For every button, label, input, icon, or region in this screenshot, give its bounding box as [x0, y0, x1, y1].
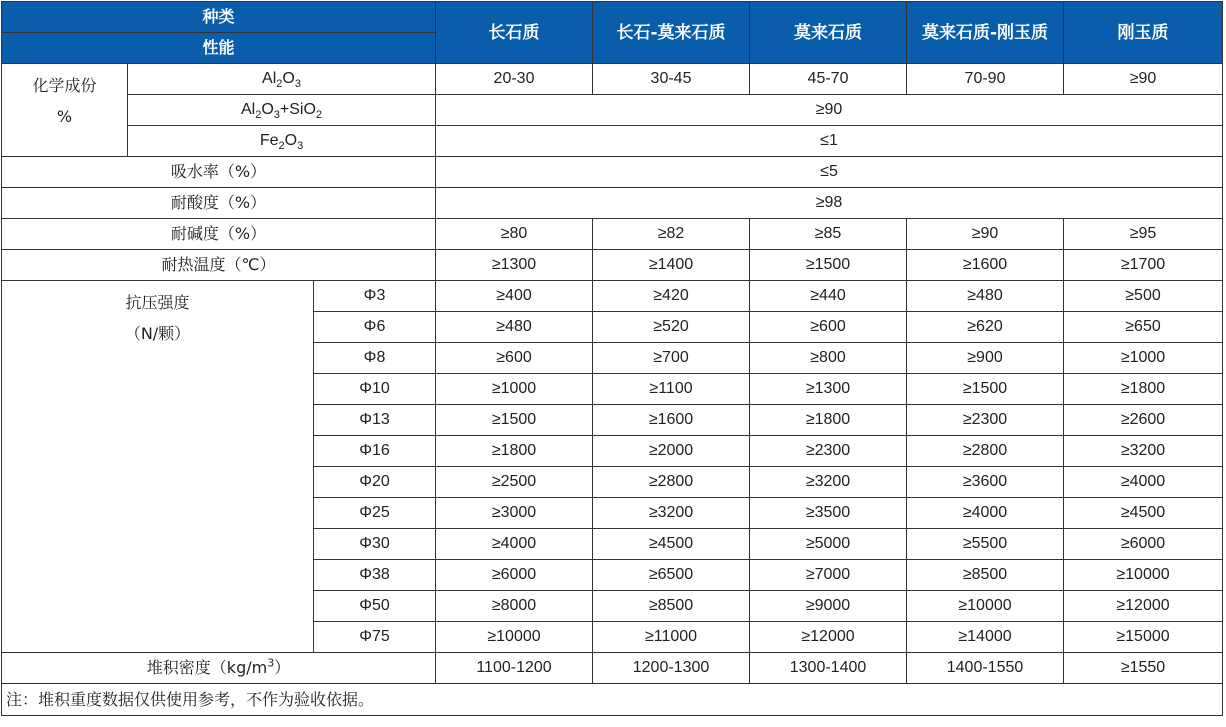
- table-cell: ≥8500: [907, 560, 1064, 591]
- bulk-density-label: 堆积密度$(kg/m^3)$: [2, 653, 436, 684]
- table-cell: ≥1000: [1064, 343, 1223, 374]
- alkali-resistance-label: 耐碱度（%）: [2, 219, 436, 250]
- ball-size-cell: Φ30: [314, 529, 436, 560]
- table-cell: ≥480: [436, 312, 593, 343]
- water-absorption-label: 吸水率（%）: [2, 157, 436, 188]
- table-cell: ≥650: [1064, 312, 1223, 343]
- table-cell: ≥520: [593, 312, 750, 343]
- table-row-water-absorption: [2, 157, 1223, 188]
- table-cell: ≥420: [593, 281, 750, 312]
- table-cell: 1100-1200: [436, 653, 593, 684]
- table-cell: ≥3500: [750, 498, 907, 529]
- fe2o3-label: $Fe_2O_3$: [128, 126, 436, 157]
- column-header-feldspar: 长石质: [436, 2, 593, 64]
- ball-size-cell: Φ6: [314, 312, 436, 343]
- table-cell: ≥1400: [593, 250, 750, 281]
- table-cell: ≥1500: [436, 405, 593, 436]
- table-cell: ≥4500: [593, 529, 750, 560]
- table-cell: ≥600: [436, 343, 593, 374]
- table-row-heat-resistance: [2, 250, 1223, 281]
- table-cell: ≥7000: [750, 560, 907, 591]
- chemical-label-line1: 化学成份: [32, 76, 97, 95]
- table-cell: ≥2800: [593, 467, 750, 498]
- table-cell: ≥1550: [1064, 653, 1223, 684]
- table-cell: ≥8500: [593, 591, 750, 622]
- table-cell: ≥1700: [1064, 250, 1223, 281]
- table-cell: ≥85: [750, 219, 907, 250]
- table-cell: ≥6000: [1064, 529, 1223, 560]
- al2o3-sio2-label: $Al_2O_3+SiO_2$: [128, 95, 436, 126]
- table-cell: ≥80: [436, 219, 593, 250]
- ball-size-cell: Φ38: [314, 560, 436, 591]
- table-cell: ≥4000: [907, 498, 1064, 529]
- ball-size-cell: Φ75: [314, 622, 436, 653]
- table-cell: 1200-1300: [593, 653, 750, 684]
- table-cell: ≥3200: [750, 467, 907, 498]
- table-cell: ≥600: [750, 312, 907, 343]
- table-cell: ≥6500: [593, 560, 750, 591]
- table-cell: ≥5000: [750, 529, 907, 560]
- table-cell: ≥10000: [1064, 560, 1223, 591]
- table-row-al2o3: [2, 64, 1223, 95]
- ball-size-cell: Φ13: [314, 405, 436, 436]
- table-cell-merged: ≥98: [436, 188, 1223, 219]
- ball-size-cell: Φ25: [314, 498, 436, 529]
- table-cell: ≥3600: [907, 467, 1064, 498]
- heat-resistance-label: 耐热温度（℃）: [2, 250, 436, 281]
- table-cell: 30-45: [593, 64, 750, 95]
- table-cell: ≥90: [907, 219, 1064, 250]
- table-cell: ≥5500: [907, 529, 1064, 560]
- table-cell: 70-90: [907, 64, 1064, 95]
- table-cell: ≥1800: [1064, 374, 1223, 405]
- table-cell: ≥4500: [1064, 498, 1223, 529]
- table-cell: 45-70: [750, 64, 907, 95]
- table-cell: ≥700: [593, 343, 750, 374]
- table-row-fe2o3: [2, 126, 1223, 157]
- table-cell: ≥15000: [1064, 622, 1223, 653]
- ceramic-ball-spec-table: [1, 1, 1223, 716]
- table-cell: ≥1600: [593, 405, 750, 436]
- table-cell: ≥1000: [436, 374, 593, 405]
- table-cell: ≥1300: [750, 374, 907, 405]
- table-cell: ≥1600: [907, 250, 1064, 281]
- table-row-al2o3-sio2: [2, 95, 1223, 126]
- table-body: [2, 2, 1223, 716]
- table-row-bulk-density: [2, 653, 1223, 684]
- footnote: 注：堆积重度数据仅供使用参考，不作为验收依据。: [2, 684, 1223, 716]
- ball-size-cell: Φ50: [314, 591, 436, 622]
- al2o3-label: $Al_2O_3$: [128, 64, 436, 95]
- compressive-label-line1: 抗压强度: [125, 293, 190, 312]
- column-header-mullite: 莫来石质: [750, 2, 907, 64]
- table-cell: ≥1300: [436, 250, 593, 281]
- table-cell: ≥1800: [750, 405, 907, 436]
- table-cell: ≥2500: [436, 467, 593, 498]
- table-cell: ≥3000: [436, 498, 593, 529]
- compressive-strength-label: [2, 281, 314, 653]
- table-cell: ≥2800: [907, 436, 1064, 467]
- table-cell: ≥2300: [907, 405, 1064, 436]
- table-cell: 1300-1400: [750, 653, 907, 684]
- chemical-label-line2: %: [56, 107, 73, 126]
- table-row-note: [2, 684, 1223, 716]
- column-header-corundum: 刚玉质: [1064, 2, 1223, 64]
- table-cell: ≥90: [1064, 64, 1223, 95]
- ball-size-cell: Φ10: [314, 374, 436, 405]
- table-cell: ≥400: [436, 281, 593, 312]
- chemical-composition-label: [2, 64, 128, 157]
- table-cell: ≥800: [750, 343, 907, 374]
- header-row-category: [2, 2, 1223, 33]
- table-cell-merged: ≤1: [436, 126, 1223, 157]
- table-cell: ≥440: [750, 281, 907, 312]
- table-cell: ≥1500: [907, 374, 1064, 405]
- table-cell: ≥12000: [1064, 591, 1223, 622]
- table-row-compressive: [2, 281, 1223, 312]
- ball-size-cell: Φ8: [314, 343, 436, 374]
- table-cell: ≥4000: [436, 529, 593, 560]
- column-header-mullite-corundum: 莫来石质-刚玉质: [907, 2, 1064, 64]
- category-header: 种类: [2, 2, 436, 33]
- property-header: 性能: [2, 33, 436, 64]
- ball-size-cell: Φ20: [314, 467, 436, 498]
- compressive-label-line2: （N/颗）: [124, 324, 191, 343]
- table-row-alkali-resistance: [2, 219, 1223, 250]
- table-cell: ≥95: [1064, 219, 1223, 250]
- table-cell: ≥900: [907, 343, 1064, 374]
- acid-resistance-label: 耐酸度（%）: [2, 188, 436, 219]
- table-cell: ≥82: [593, 219, 750, 250]
- table-cell: ≥3200: [593, 498, 750, 529]
- table-cell: ≥1100: [593, 374, 750, 405]
- table-cell: 20-30: [436, 64, 593, 95]
- table-cell-merged: ≤5: [436, 157, 1223, 188]
- ball-size-cell: Φ16: [314, 436, 436, 467]
- table-cell: ≥10000: [907, 591, 1064, 622]
- table-cell: ≥1500: [750, 250, 907, 281]
- table-cell: ≥1800: [436, 436, 593, 467]
- table-cell: ≥620: [907, 312, 1064, 343]
- table-cell: ≥12000: [750, 622, 907, 653]
- table-row-acid-resistance: [2, 188, 1223, 219]
- table-cell: 1400-1550: [907, 653, 1064, 684]
- table-cell: ≥11000: [593, 622, 750, 653]
- table-cell: ≥500: [1064, 281, 1223, 312]
- table-cell: ≥2000: [593, 436, 750, 467]
- column-header-feldspar-mullite: 长石-莫来石质: [593, 2, 750, 64]
- table-cell-merged: ≥90: [436, 95, 1223, 126]
- table-cell: ≥2300: [750, 436, 907, 467]
- table-cell: ≥2600: [1064, 405, 1223, 436]
- table-cell: ≥8000: [436, 591, 593, 622]
- table-cell: ≥14000: [907, 622, 1064, 653]
- table-cell: ≥9000: [750, 591, 907, 622]
- table-cell: ≥480: [907, 281, 1064, 312]
- table-cell: ≥3200: [1064, 436, 1223, 467]
- table-cell: ≥10000: [436, 622, 593, 653]
- table-cell: ≥6000: [436, 560, 593, 591]
- table-cell: ≥4000: [1064, 467, 1223, 498]
- ball-size-cell: Φ3: [314, 281, 436, 312]
